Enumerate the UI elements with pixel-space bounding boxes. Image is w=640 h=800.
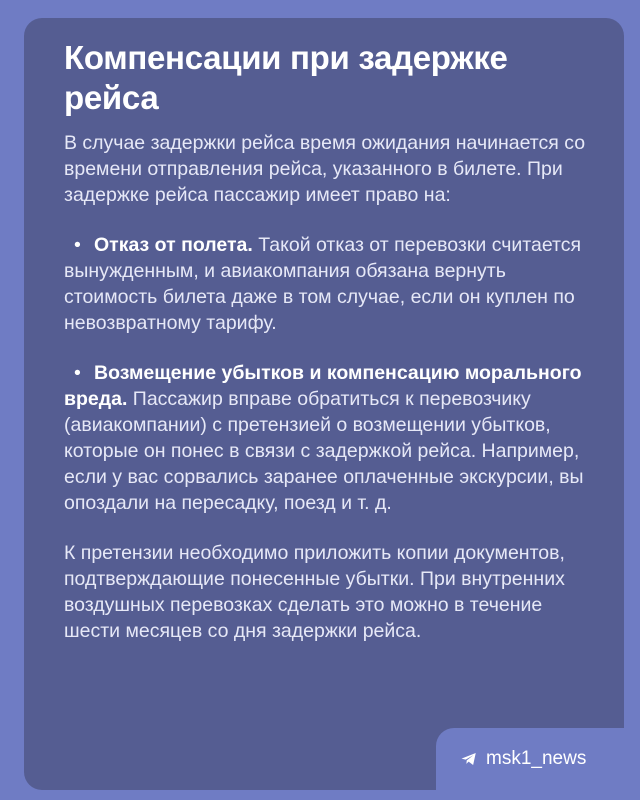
channel-name: msk1_news (486, 748, 587, 769)
telegram-icon (460, 750, 478, 768)
list-item (64, 360, 598, 516)
intro-paragraph: В случае задержки рейса время ожидания начинается со времени отправления рейса, указанного в билете. При задержке рейса пассажир имеет право на: (64, 132, 586, 206)
list-item-heading: Отказ от полета. (94, 234, 253, 256)
page-title: Компенсации при задержке рейса (64, 39, 508, 116)
list-item (64, 232, 598, 336)
bullet-icon: • (74, 234, 81, 256)
channel-badge[interactable] (436, 728, 624, 790)
channel-link[interactable] (460, 742, 624, 776)
article-card (24, 18, 624, 790)
list-item-heading: Возмещение убытков и компенсацию морального вреда. (64, 362, 582, 410)
list-item-text: Пассажир вправе обратиться к перевозчику (авиакомпании) с претензией о возмещении убытков, которые он понес в связи с задержкой рейса. Например, если у вас сорвались заранее оплаченные экскурсии, вы опоздали на пересадку, поезд и т. д. (64, 388, 584, 514)
list-item-text: Такой отказ от перевозки считается вынужденным, и авиакомпания обязана вернуть стоимость билета даже в том случае, если он куплен по невозвратному тарифу. (64, 234, 582, 334)
closing-paragraph: К претензии необходимо приложить копии документов, подтверждающие понесенные убытки. При внутренних воздушных перевозках сделать это можно в течение шести месяцев со дня задержки рейса. (64, 542, 565, 642)
bullet-icon: • (74, 362, 81, 384)
